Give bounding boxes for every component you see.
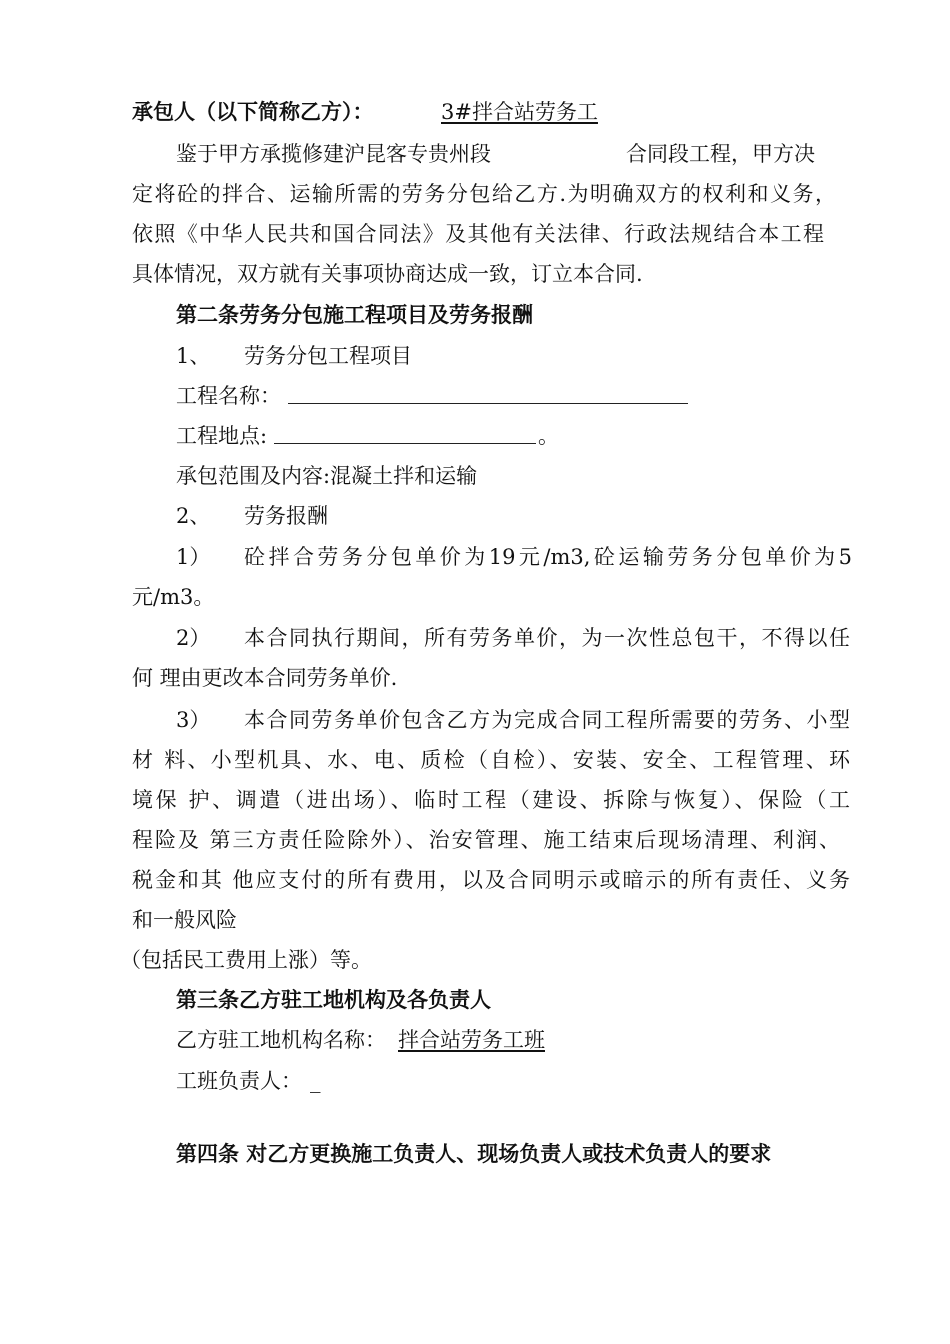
intro-line-4: 具体情况，双方就有关事项协商达成一致，订立本合同. (132, 262, 643, 286)
item-2-text: 劳务报酬 (244, 504, 328, 528)
contractor-label: 承包人（以下简称乙方）： (132, 99, 374, 124)
article-2-title: 第二条劳务分包施工程项目及劳务报酬 (176, 302, 533, 327)
paragraph-3-line-3: 境保 护、调遣（进出场）、临时工程（建设、拆除与恢复）、保险（工 (132, 788, 850, 812)
paragraph-1-line-2: 元/m3。 (132, 585, 215, 609)
project-name-blank (288, 403, 688, 404)
team-leader-value: _ (310, 1069, 321, 1093)
paragraph-3-line-7: （包括民工费用上涨）等。 (120, 948, 372, 972)
item-1-number: 1、 (176, 344, 211, 368)
article-4-title: 第四条 对乙方更换施工负责人、现场负责人或技术负责人的要求 (176, 1141, 772, 1166)
paragraph-3-line-5: 税金和其 他应支付的所有费用，以及合同明示或暗示的所有责任、义务 (132, 868, 850, 892)
paragraph-2-number: 2） (176, 626, 211, 650)
project-site-label: 工程地点: (176, 424, 268, 448)
paragraph-2-line-1: 本合同执行期间，所有劳务单价，为一次性总包干，不得以任 (244, 626, 850, 650)
paragraph-3-line-6: 和一般风险 (132, 908, 237, 932)
project-name-label: 工程名称： (176, 384, 281, 408)
article-3-title: 第三条乙方驻工地机构及各负责人 (176, 987, 491, 1012)
paragraph-3-line-2: 材 料、小型机具、水、电、质检（自检）、安装、安全、工程管理、环 (132, 748, 850, 772)
paragraph-1-number: 1） (176, 545, 211, 569)
item-1-text: 劳务分包工程项目 (244, 344, 412, 368)
org-name-value: 拌合站劳务工班 (398, 1028, 545, 1052)
intro-line-2: 定将砼的拌合、运输所需的劳务分包给乙方.为明确双方的权利和义务， (132, 182, 836, 206)
intro-line-1a: 鉴于甲方承揽修建沪昆客专贵州段 (176, 142, 491, 166)
scope-text: 承包范围及内容:混凝土拌和运输 (176, 464, 478, 488)
item-2-number: 2、 (176, 504, 211, 528)
paragraph-2-line-2: 何 理由更改本合同劳务单价. (132, 666, 398, 690)
team-leader-label: 工班负责人： (176, 1069, 302, 1093)
intro-line-1b: 合同段工程，甲方决 (626, 142, 815, 166)
paragraph-3-line-4: 程险及 第三方责任险除外）、治安管理、施工结束后现场清理、利润、 (132, 828, 840, 852)
project-site-blank (274, 443, 536, 444)
org-name-label: 乙方驻工地机构名称： (176, 1028, 386, 1052)
contractor-value: 3#拌合站劳务工 (441, 100, 598, 124)
project-site-end: 。 (538, 424, 559, 448)
paragraph-3-number: 3） (176, 708, 211, 732)
paragraph-3-line-1: 本合同劳务单价包含乙方为完成合同工程所需要的劳务、小型 (244, 708, 850, 732)
paragraph-1-line-1: 砼拌合劳务分包单价为19元/m3,砼运输劳务分包单价为5 (244, 545, 852, 569)
intro-line-3: 依照《中华人民共和国合同法》及其他有关法律、行政法规结合本工程 (132, 222, 824, 246)
